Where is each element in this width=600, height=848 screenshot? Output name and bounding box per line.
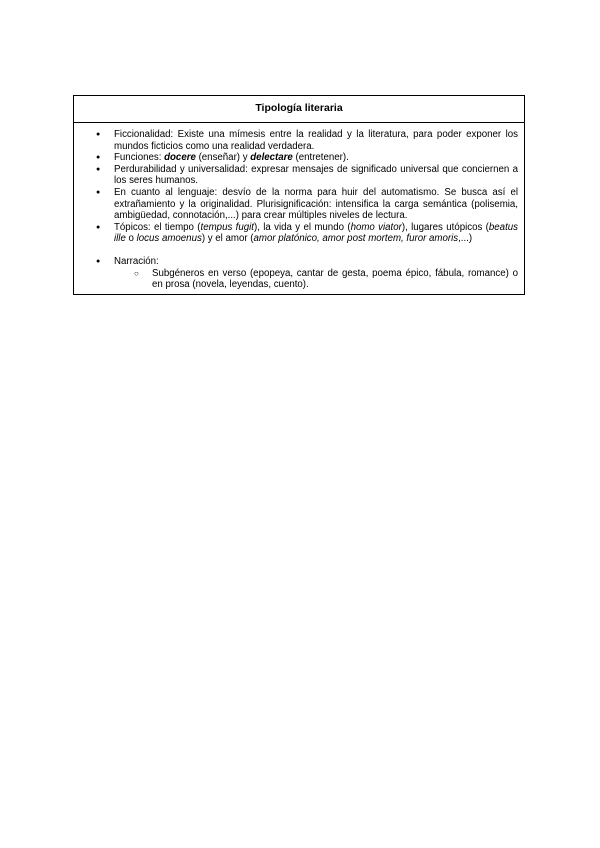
sublist-item-subgeneros: ○ Subgéneros en verso (epopeya, cantar de gesta, poema épico, fábula, romance) o en prosa (novela, leyendas, cuento). <box>152 268 518 291</box>
term-locus-amoenus: locus amoenus <box>136 233 202 245</box>
term-delectare: delectare <box>250 152 293 164</box>
term-docere: docere <box>164 152 196 164</box>
term-beatus-ille: beatus ille <box>114 221 518 245</box>
list-item-narracion: ● Narración: ○ Subgéneros en verso (epopeya, cantar de gesta, poema épico, fábula, romance) o en prosa (novela, leyendas, cuento). <box>114 256 518 291</box>
box-title: Tipología literaria <box>74 96 524 123</box>
list-item-lenguaje: ● En cuanto al lenguaje: desvío de la norma para huir del automatismo. Se busca así el extrañamiento y la originalidad. Plurisignificación: intensifica la carga semántica (polisemia, ambigüedad, connotación,...) para crear múltiples niveles de lectura. <box>114 187 518 222</box>
box-body <box>74 123 524 294</box>
list-item-funciones: ● Funciones: docere (enseñar) y delectare (entretener). <box>114 152 518 164</box>
narracion-sublist <box>114 268 518 291</box>
list-item-perdurabilidad: ● Perdurabilidad y universalidad: expresar mensajes de significado universal que conciernen a los seres humanos. <box>114 164 518 187</box>
typology-list <box>80 129 518 291</box>
term-homo-viator: homo viator <box>350 221 402 233</box>
term-tempus-fugit: tempus fugit <box>200 221 254 233</box>
list-item-topicos: ● Tópicos: el tiempo (tempus fugit), la vida y el mundo (homo viator), lugares utópicos (beatus ille o locus amoenus) y el amor (amor platónico, amor post mortem, furor amoris,...) <box>114 222 518 245</box>
list-item-ficcionalidad: ● Ficcionalidad: Existe una mímesis entre la realidad y la literatura, para poder exponer los mundos ficticios como una realidad verdadera. <box>114 129 518 152</box>
term-amor: amor platónico, amor post mortem, furor amoris <box>253 233 459 245</box>
literary-typology-box <box>73 95 525 295</box>
